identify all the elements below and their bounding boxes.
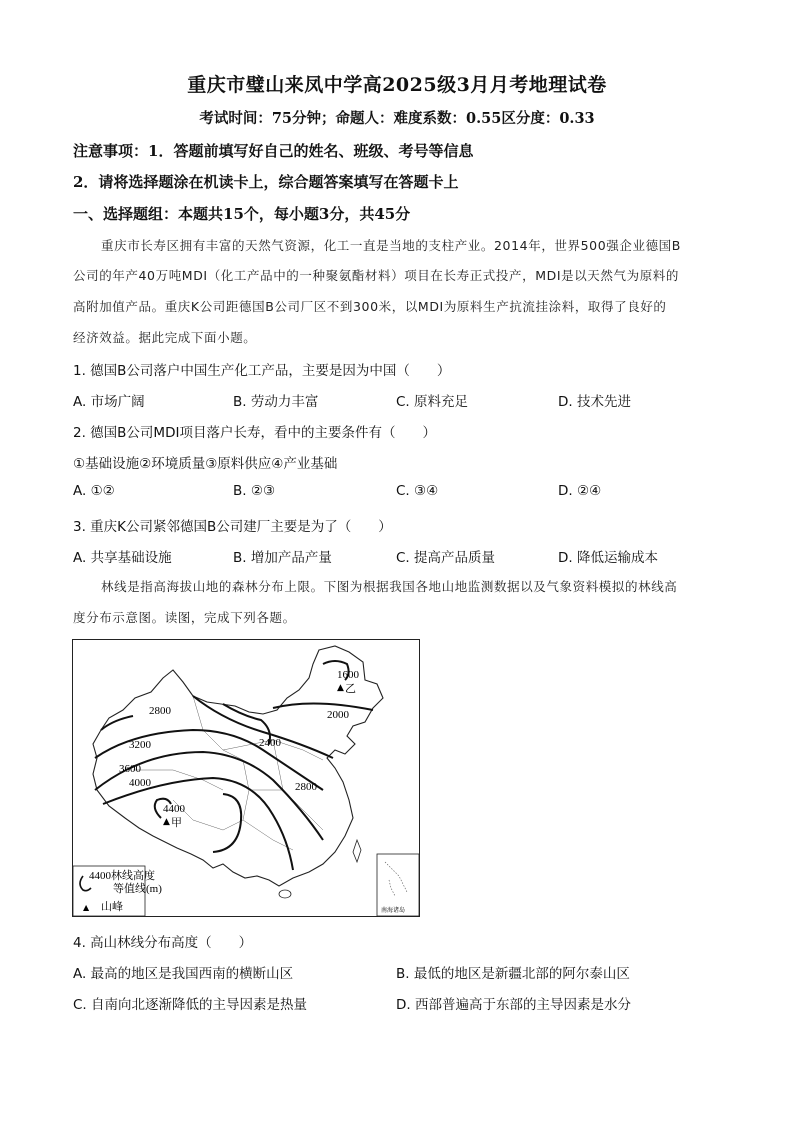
notice-line-1: 注意事项：1．答题前填写好自己的姓名、班级、考号等信息 <box>73 142 474 160</box>
contour-label: 3600 <box>119 763 141 775</box>
section-header: 一、选择题组：本题共15个，每小题3分，共45分 <box>73 205 411 223</box>
passage2-line: 林线是指高海拔山地的森林分布上限。下图为根据我国各地山地监测数据以及气象资料模拟的林线高 <box>101 579 678 594</box>
q4-option-b: B. 最低的地区是新疆北部的阿尔泰山区 <box>396 966 630 982</box>
contour-label: 3200 <box>129 739 151 751</box>
contour-label: 4400 <box>163 803 185 815</box>
question-2-stem: 2. 德国B公司MDI项目落户长寿，看中的主要条件有（ ） <box>73 425 436 441</box>
legend-contour-text-2: 等值线(m) <box>113 883 162 895</box>
inset-label: 南海诸岛 <box>381 908 406 914</box>
contour-4000 <box>103 778 293 870</box>
q3-option-d: D. 降低运输成本 <box>558 550 658 566</box>
exam-meta: 考试时间：75分钟；命题人：难度系数：0.55区分度：0.33 <box>199 110 595 127</box>
q1-option-b: B. 劳动力丰富 <box>233 394 319 410</box>
q1-option-c: C. 原料充足 <box>396 394 469 410</box>
exam-title: 重庆市璧山来凤中学高2025级3月月考地理试卷 <box>187 74 607 96</box>
passage1-line: 经济效益。据此完成下面小题。 <box>73 330 257 345</box>
treeline-map <box>72 639 420 917</box>
legend-peak-text: 山峰 <box>101 901 123 913</box>
contour-label: 2800 <box>295 781 317 793</box>
passage1-line: 高附加值产品。重庆K公司距德国B公司厂区不到300米，以MDI为原料生产抗流挂涂料，取得了良好的 <box>73 299 667 314</box>
contour-label: 2000 <box>327 709 349 721</box>
contour-label: 4000 <box>129 777 151 789</box>
q3-option-c: C. 提高产品质量 <box>396 550 496 566</box>
q1-option-a: A. 市场广阔 <box>73 394 145 410</box>
map-svg <box>73 640 419 916</box>
q3-option-b: B. 增加产品产量 <box>233 550 332 566</box>
passage1-line: 重庆市长寿区拥有丰富的天然气资源，化工一直是当地的支柱产业。2014年，世界500强企业德国B <box>101 238 681 253</box>
hainan-island <box>279 890 291 898</box>
contour-label: 2800 <box>149 705 171 717</box>
q4-option-c: C. 自南向北逐渐降低的主导因素是热量 <box>73 997 308 1013</box>
passage1-line: 公司的年产40万吨MDI（化工产品中的一种聚氨酯材料）项目在长寿正式投产，MDI是以天然气为原料的 <box>73 268 680 283</box>
contour-label: 1600 <box>337 669 359 681</box>
question-1-stem: 1. 德国B公司落户中国生产化工产品，主要是因为中国（ ） <box>73 363 451 379</box>
q2-option-d: D. ②④ <box>558 483 602 499</box>
peak-label-yi: 乙 <box>345 683 356 695</box>
question-2-items: ①基础设施②环境质量③原料供应④产业基础 <box>73 456 338 472</box>
inset-box <box>377 854 419 916</box>
peak-marker-icon: ▲ <box>337 683 344 693</box>
q4-option-d: D. 西部普遍高于东部的主导因素是水分 <box>396 997 631 1013</box>
q1-option-d: D. 技术先进 <box>558 394 631 410</box>
q4-option-a: A. 最高的地区是我国西南的横断山区 <box>73 966 294 982</box>
question-4-stem: 4. 高山林线分布高度（ ） <box>73 935 253 951</box>
contour-label: 2400 <box>259 737 281 749</box>
q2-option-c: C. ③④ <box>396 483 439 499</box>
q2-option-a: A. ①② <box>73 483 115 499</box>
notice-line-2: 2．请将选择题涂在机读卡上，综合题答案填写在答题卡上 <box>73 173 459 191</box>
legend-contour-text: 4400林线高度 <box>89 870 155 882</box>
passage2-line: 度分布示意图。读图，完成下列各题。 <box>73 610 296 625</box>
peak-label-jia: 甲 <box>171 817 182 829</box>
q2-option-b: B. ②③ <box>233 483 276 499</box>
taiwan-island <box>353 840 361 862</box>
question-3-stem: 3. 重庆K公司紧邻德国B公司建厂主要是为了（ ） <box>73 519 392 535</box>
legend-peak-icon: ▲ <box>83 903 90 912</box>
q3-option-a: A. 共享基础设施 <box>73 550 172 566</box>
contour-2000 <box>273 703 373 710</box>
peak-marker-icon: ▲ <box>163 817 170 827</box>
